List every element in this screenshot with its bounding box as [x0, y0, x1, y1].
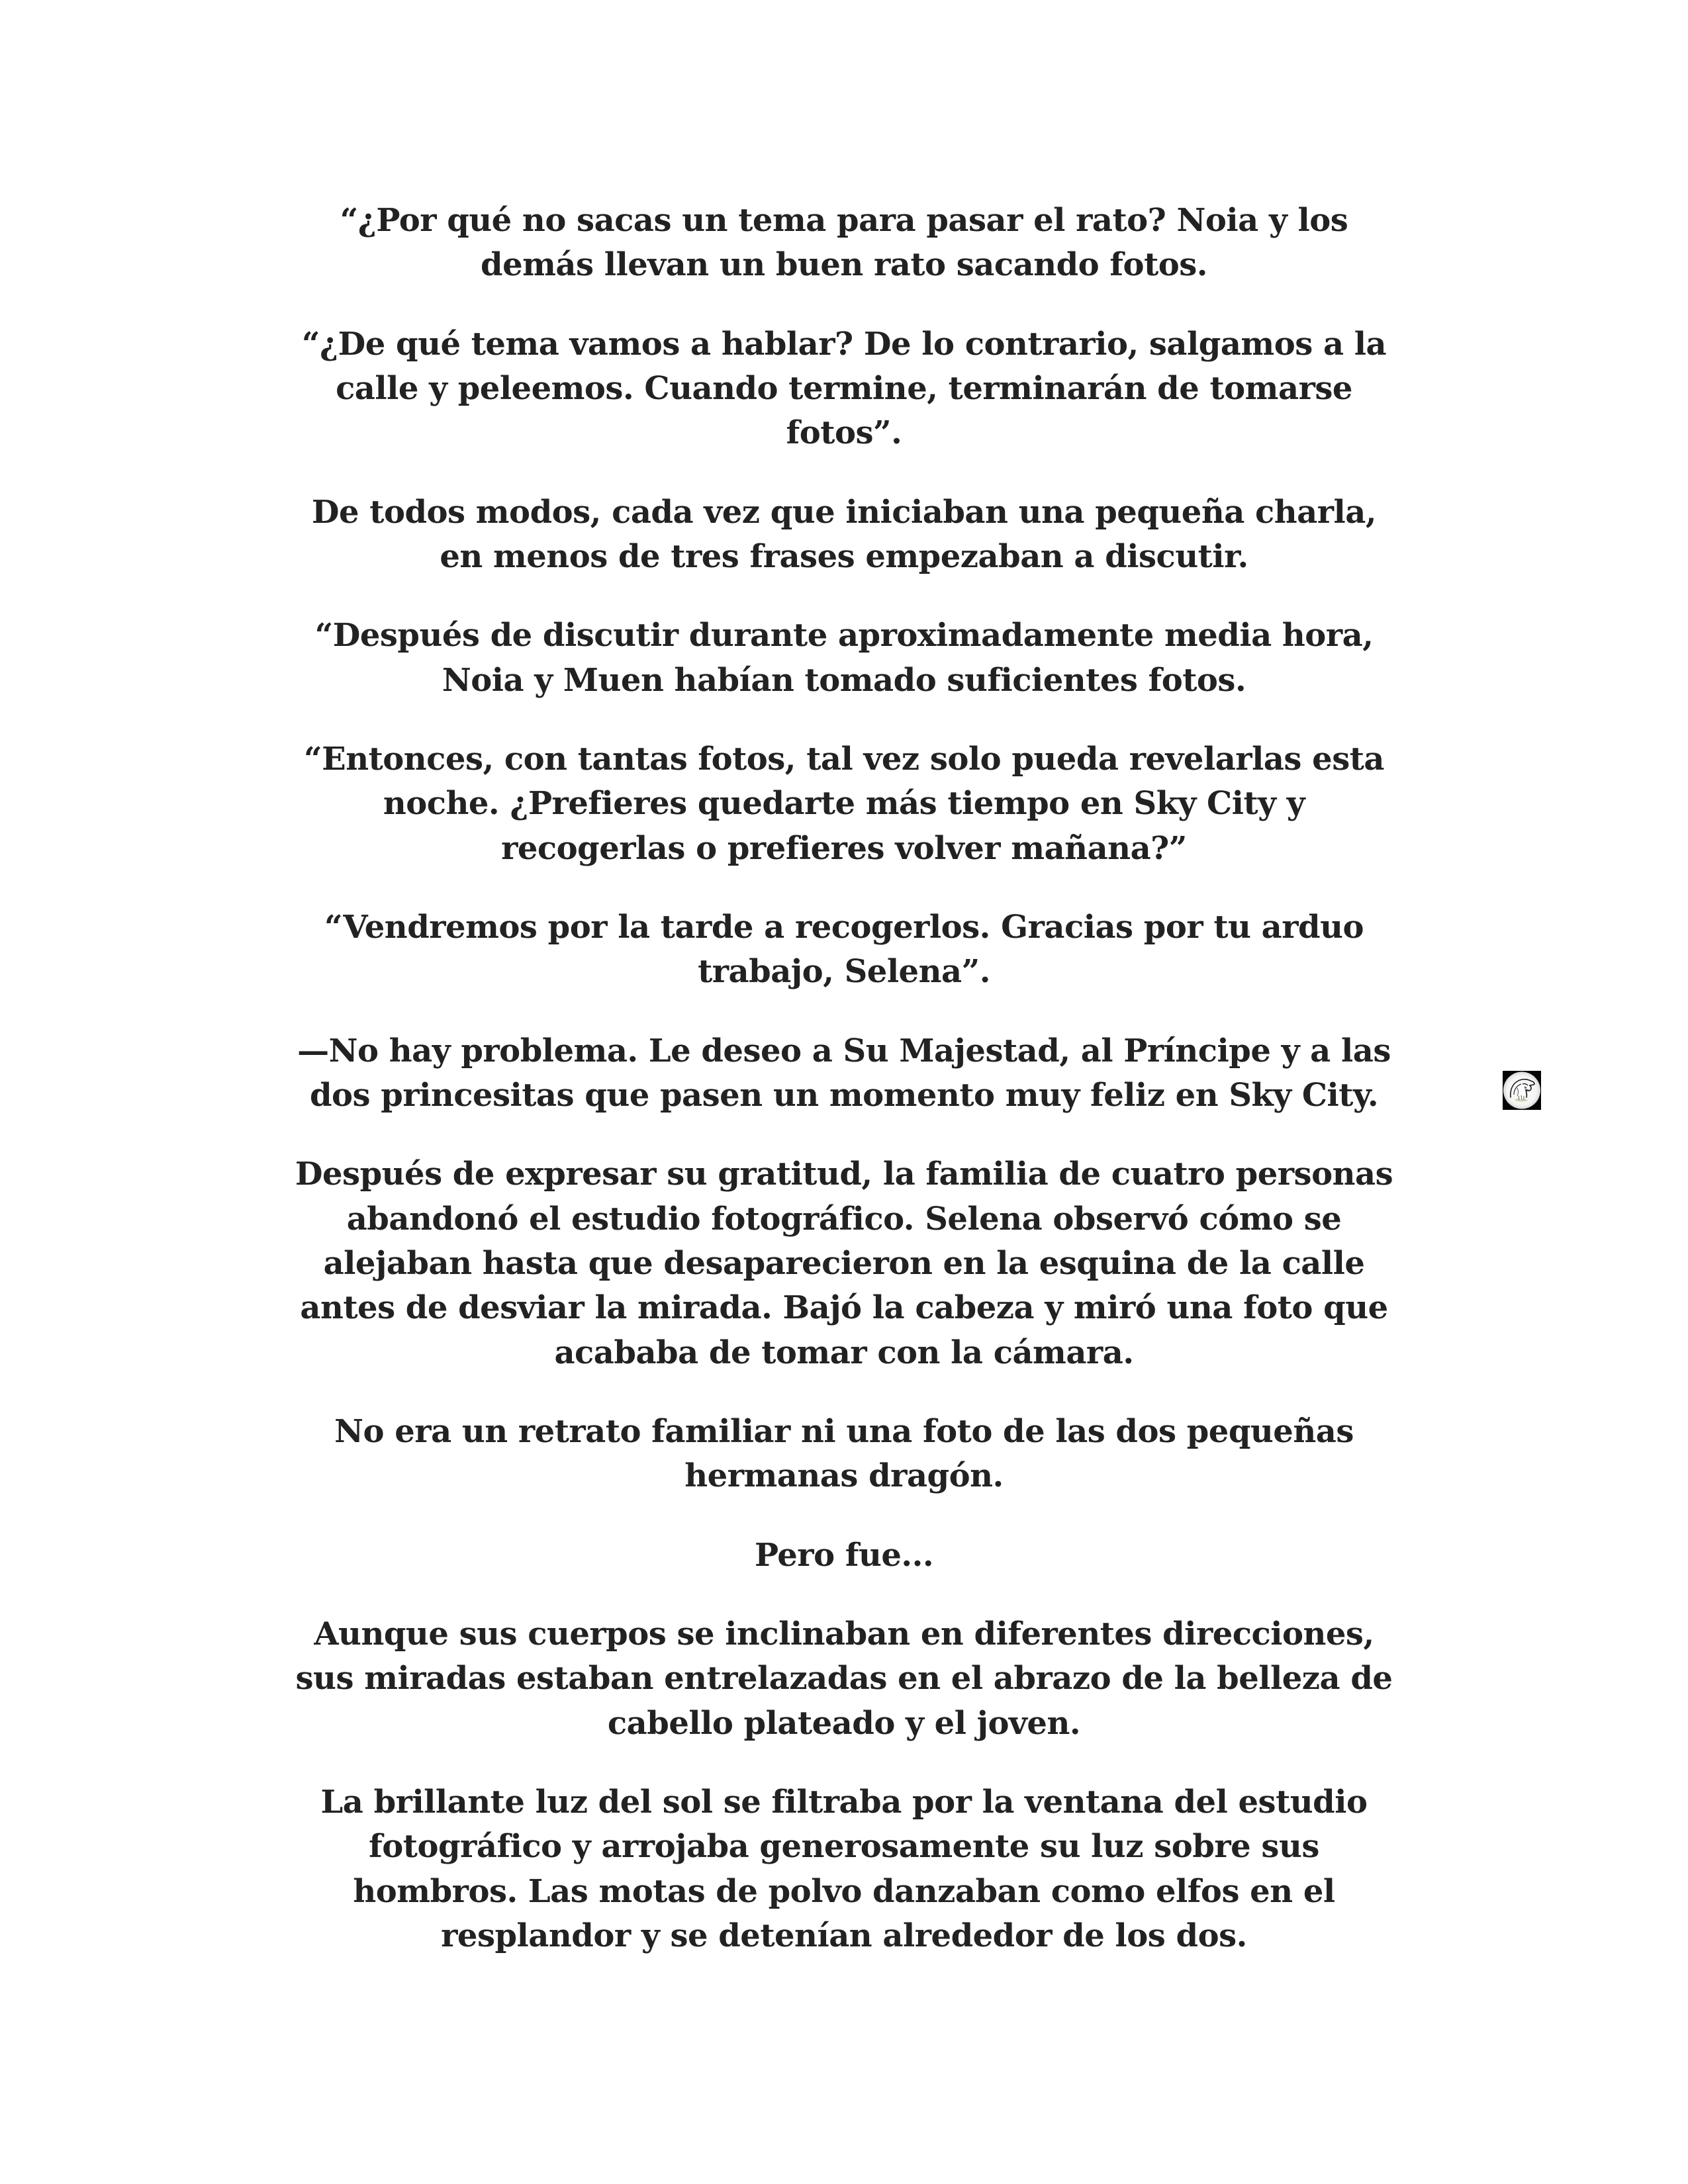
text-line: [215, 737, 1473, 782]
text-line-content: dos princesitas que pasen un momento muy feliz en Sky City.: [309, 1077, 1379, 1115]
text-line-content: No era un retrato familiar ni una foto de las dos pequeñas: [334, 1412, 1354, 1450]
text-line-content: “Vendremos por la tarde a recogerlos. Gracias por tu arduo: [324, 909, 1364, 946]
text-line: [215, 827, 1473, 871]
emblem-circle: [1503, 1072, 1540, 1109]
paragraph-8: [215, 1152, 1473, 1375]
text-line: [215, 1454, 1473, 1498]
text-line-content: recogerlas o prefieres volver mañana?”: [501, 829, 1187, 867]
text-line-content: sus miradas estaban entrelazadas en el abrazo de la belleza de: [295, 1660, 1393, 1698]
text-line-content: “Entonces, con tantas fotos, tal vez solo pueda revelarlas esta: [304, 741, 1384, 778]
paragraph-4: [215, 614, 1473, 703]
text-line-content: abandonó el estudio fotográfico. Selena observó cómo se: [346, 1200, 1342, 1238]
text-line-content: “¿De qué tema vamos a hablar? De lo contrario, salgamos a la: [301, 325, 1387, 363]
paragraph-12: [215, 1780, 1473, 1958]
text-line-content: noche. ¿Prefieres quedarte más tiempo en Sky City y: [383, 785, 1305, 823]
text-line: [215, 1780, 1473, 1825]
paragraph-2: [215, 322, 1473, 456]
paragraph-6: [215, 905, 1473, 995]
paragraph-10: [215, 1533, 1473, 1578]
text-line-content: fotográfico y arrojaba generosamente su luz sobre sus: [369, 1828, 1319, 1866]
text-line-content: calle y peleemos. Cuando termine, terminarán de tomarse: [336, 369, 1352, 407]
paragraph-7: [215, 1029, 1473, 1118]
text-line: [215, 1612, 1473, 1657]
dragon-head-emblem-graphic: [1503, 1071, 1541, 1110]
text-line-content: De todos modos, cada vez que iniciaban una pequeña charla,: [311, 493, 1377, 531]
text-line: [215, 782, 1473, 826]
text-line: [215, 1410, 1473, 1454]
text-line-content: “¿Por qué no sacas un tema para pasar el rato? Noia y los: [340, 202, 1348, 239]
text-line: [215, 535, 1473, 579]
text-line: [215, 659, 1473, 703]
text-line: [215, 322, 1473, 367]
text-line: [215, 1073, 1473, 1118]
text-line: [215, 490, 1473, 535]
text-line: [215, 1331, 1473, 1375]
text-line: [215, 199, 1473, 243]
text-line: [215, 1657, 1473, 1701]
text-line-content: Después de expresar su gratitud, la familia de cuatro personas: [295, 1156, 1393, 1193]
text-line: [215, 367, 1473, 411]
text-line-content: cabello plateado y el joven.: [607, 1704, 1081, 1742]
text-line-content: resplandor y se detenían alrededor de los dos.: [441, 1917, 1247, 1954]
text-line: [215, 1914, 1473, 1958]
text-line: [215, 1702, 1473, 1746]
text-line-content: fotos”.: [786, 414, 902, 452]
paragraph-9: [215, 1410, 1473, 1499]
paragraph-3: [215, 490, 1473, 580]
text-line: [215, 905, 1473, 950]
text-line-content: La brillante luz del sol se filtraba por la ventana del estudio: [320, 1784, 1368, 1821]
text-line: [215, 1825, 1473, 1869]
text-line-content: Aunque sus cuerpos se inclinaban en diferentes direcciones,: [314, 1615, 1374, 1653]
text-line: [215, 1286, 1473, 1330]
text-line: [215, 411, 1473, 455]
paragraph-1: [215, 199, 1473, 288]
text-line-content: antes de desviar la mirada. Bajó la cabeza y miró una foto que: [300, 1289, 1388, 1327]
dragon-head-emblem-icon: [1503, 1071, 1541, 1110]
text-line-content: hermanas dragón.: [684, 1457, 1004, 1495]
text-line: [215, 1242, 1473, 1286]
text-line-content: alejaban hasta que desaparecieron en la esquina de la calle: [323, 1245, 1365, 1282]
text-line: [215, 614, 1473, 658]
paragraph-5: [215, 737, 1473, 871]
document-body: [215, 199, 1473, 1993]
text-line: [215, 1197, 1473, 1242]
text-line: [215, 1870, 1473, 1914]
text-line-content: acababa de tomar con la cámara.: [554, 1334, 1134, 1371]
text-line-content: Pero fue...: [754, 1536, 934, 1574]
text-line-content: —No hay problema. Le deseo a Su Majestad, al Príncipe y a las: [297, 1032, 1391, 1069]
text-line-content: “Después de discutir durante aproximadamente media hora,: [314, 617, 1374, 655]
text-line-content: Noia y Muen habían tomado suficientes fotos.: [442, 661, 1246, 699]
text-line: [215, 243, 1473, 287]
text-line: [215, 950, 1473, 994]
text-line-content: trabajo, Selena”.: [698, 953, 990, 991]
text-line: [215, 1533, 1473, 1578]
text-line-content: en menos de tres frases empezaban a discutir.: [440, 537, 1248, 575]
text-line-content: demás llevan un buen rato sacando fotos.: [481, 246, 1207, 284]
text-line: [215, 1029, 1473, 1073]
text-line: [215, 1152, 1473, 1197]
text-line-content: hombros. Las motas de polvo danzaban como elfos en el: [353, 1872, 1335, 1910]
paragraph-11: [215, 1612, 1473, 1746]
